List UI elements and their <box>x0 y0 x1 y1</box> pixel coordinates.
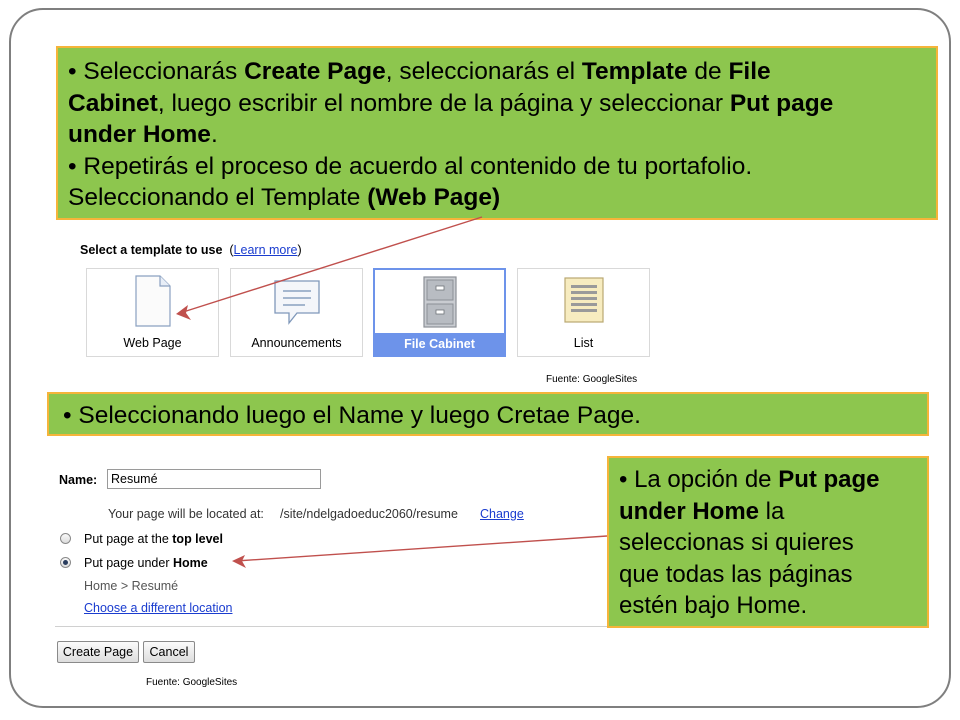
bold-under-home: under Home <box>68 121 211 148</box>
paren-close: ) <box>297 243 302 257</box>
template-heading-text: Select a template to use <box>80 243 223 257</box>
bold-template: Template <box>581 58 688 85</box>
bold-put-page: Put page <box>729 89 834 117</box>
text-segment: Seleccionando el Template <box>68 184 368 211</box>
text-segment: • La opción de <box>619 466 779 493</box>
choose-location-link[interactable]: Choose a different location <box>84 601 233 615</box>
template-label-announcements: Announcements <box>251 336 342 350</box>
location-label: Your page will be located at: <box>108 507 264 521</box>
callout-top-line-4: • Repetirás el proceso de acuerdo al contenido de tu portafolio. <box>68 152 753 180</box>
callout-mid-text: • Seleccionando luego el Name y luego Cretae Page. <box>63 402 641 429</box>
arrow-to-under-home <box>236 536 607 561</box>
bold-top-level: top level <box>172 532 223 546</box>
location-path: /site/ndelgadoeduc2060/resume <box>280 507 458 521</box>
bold-put-page: Put page <box>778 466 880 493</box>
arrow-to-web-page <box>180 217 482 313</box>
learn-more-link[interactable]: Learn more <box>233 243 298 257</box>
text-segment: , luego escribir el nombre de la página y seleccionar <box>157 89 730 117</box>
text-segment: la <box>759 497 785 525</box>
source-caption-form: Fuente: GoogleSites <box>146 677 238 688</box>
arrowhead-under-home <box>232 555 246 568</box>
cancel-button[interactable]: Cancel <box>143 641 195 663</box>
text-segment: de <box>687 58 729 85</box>
bold-file: File <box>728 58 771 85</box>
name-label: Name: <box>59 473 98 487</box>
text-segment: . <box>210 121 218 148</box>
bold-cabinet: Cabinet <box>68 89 158 117</box>
text-segment: Put page under <box>84 556 173 570</box>
template-label-web-page: Web Page <box>123 336 182 350</box>
bold-web-page: (Web Page) <box>367 184 501 211</box>
bold-home: Home <box>172 556 208 570</box>
callout-right-line-5: estén bajo Home. <box>619 592 808 619</box>
callout-right-line-3: seleccionas si quieres <box>619 529 854 556</box>
callout-right-line-4: que todas las páginas <box>619 560 853 588</box>
template-label-list: List <box>573 336 594 350</box>
source-caption-templates: Fuente: GoogleSites <box>546 374 638 385</box>
bold-under-home: under Home <box>619 497 760 525</box>
text-segment: , seleccionarás el <box>385 58 582 85</box>
text-segment: • Seleccionarás <box>68 58 245 85</box>
bold-create-page: Create Page <box>244 58 386 85</box>
template-label-file-cabinet: File Cabinet <box>375 333 504 355</box>
text-segment: Put page at the <box>84 532 173 546</box>
paren-open: ( <box>229 243 234 257</box>
arrowhead-web-page <box>176 305 191 320</box>
location-breadcrumb: Home > Resumé <box>84 579 179 593</box>
create-page-button[interactable]: Create Page <box>57 641 139 663</box>
change-link[interactable]: Change <box>480 507 524 521</box>
